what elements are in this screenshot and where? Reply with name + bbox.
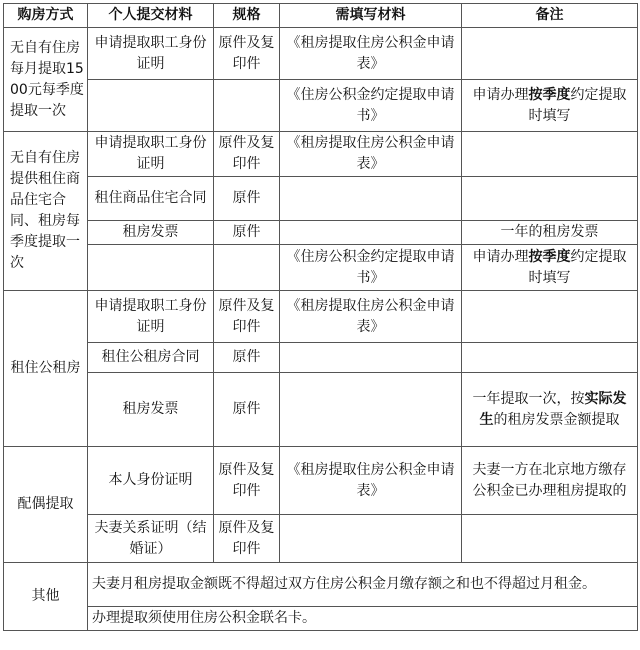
note-cell: 夫妻一方在北京地方缴存公积金已办理租房提取的 xyxy=(462,447,638,515)
other-note: 办理提取须使用住房公积金联名卡。 xyxy=(88,607,638,631)
note-cell xyxy=(462,343,638,373)
note-cell xyxy=(462,245,638,291)
note-cell xyxy=(462,291,638,343)
form-cell: 《租房提取住房公积金申请表》 xyxy=(280,132,462,177)
method-cell: 租住公租房 xyxy=(4,291,88,447)
form-cell: 《住房公积金约定提取申请书》 xyxy=(280,80,462,132)
spec-cell: 原件 xyxy=(214,373,280,447)
table-row xyxy=(4,607,638,631)
table-row xyxy=(4,515,638,563)
other-label: 其他 xyxy=(4,563,88,631)
note-emphasis: 按季度 xyxy=(528,248,571,265)
header-materials: 个人提交材料 xyxy=(88,4,214,28)
material-cell: 夫妻关系证明（结婚证） xyxy=(88,515,214,563)
spec-cell: 原件及复印件 xyxy=(214,28,280,80)
table-row xyxy=(4,28,638,80)
table-row xyxy=(4,177,638,221)
method-cell: 配偶提取 xyxy=(4,447,88,563)
header-spec: 规格 xyxy=(214,4,280,28)
header-notes: 备注 xyxy=(462,4,638,28)
table-row xyxy=(4,221,638,245)
spec-cell xyxy=(214,245,280,291)
note-cell xyxy=(462,373,638,447)
material-cell: 申请提取职工身份证明 xyxy=(88,291,214,343)
material-cell: 申请提取职工身份证明 xyxy=(88,28,214,80)
table-row xyxy=(4,80,638,132)
form-cell xyxy=(280,177,462,221)
spec-cell: 原件及复印件 xyxy=(214,447,280,515)
form-cell xyxy=(280,221,462,245)
form-cell xyxy=(280,343,462,373)
table-row xyxy=(4,245,638,291)
note-cell: 一年的租房发票 xyxy=(462,221,638,245)
note-cell xyxy=(462,132,638,177)
spec-cell xyxy=(214,80,280,132)
note-text: 一年提取一次，按 xyxy=(472,390,585,407)
material-cell: 租住商品住宅合同 xyxy=(88,177,214,221)
material-cell: 租住公租房合同 xyxy=(88,343,214,373)
form-cell: 《住房公积金约定提取申请书》 xyxy=(280,245,462,291)
note-cell xyxy=(462,177,638,221)
header-forms: 需填写材料 xyxy=(280,4,462,28)
form-cell: 《租房提取住房公积金申请表》 xyxy=(280,28,462,80)
header-method: 购房方式 xyxy=(4,4,88,28)
material-cell: 申请提取职工身份证明 xyxy=(88,132,214,177)
withdrawal-table xyxy=(3,3,638,631)
method-cell: 无自有住房每月提取1500元每季度提取一次 xyxy=(4,28,88,132)
note-cell xyxy=(462,515,638,563)
table-row xyxy=(4,373,638,447)
form-cell: 《租房提取住房公积金申请表》 xyxy=(280,291,462,343)
note-text: 申请办理 xyxy=(472,86,529,103)
note-text: 约定提取时填写 xyxy=(528,86,627,124)
table-row xyxy=(4,343,638,373)
material-cell: 本人身份证明 xyxy=(88,447,214,515)
spec-cell: 原件 xyxy=(214,343,280,373)
note-text: 申请办理 xyxy=(472,248,529,265)
method-cell: 无自有住房提供租住商品住宅合同、租房每季度提取一次 xyxy=(4,132,88,291)
note-text: 的租房发票金额提取 xyxy=(493,411,620,428)
other-note: 夫妻月租房提取金额既不得超过双方住房公积金月缴存额之和也不得超过月租金。 xyxy=(88,563,638,607)
material-cell: 租房发票 xyxy=(88,373,214,447)
material-cell xyxy=(88,245,214,291)
spec-cell: 原件 xyxy=(214,177,280,221)
note-text: 约定提取时填写 xyxy=(528,248,627,286)
note-cell xyxy=(462,80,638,132)
form-cell xyxy=(280,515,462,563)
spec-cell: 原件 xyxy=(214,221,280,245)
form-cell xyxy=(280,373,462,447)
spec-cell: 原件及复印件 xyxy=(214,291,280,343)
header-row xyxy=(4,4,638,28)
material-cell xyxy=(88,80,214,132)
note-cell xyxy=(462,28,638,80)
table-row xyxy=(4,291,638,343)
table-row xyxy=(4,563,638,607)
spec-cell: 原件及复印件 xyxy=(214,515,280,563)
table-row xyxy=(4,447,638,515)
table-row xyxy=(4,132,638,177)
spec-cell: 原件及复印件 xyxy=(214,132,280,177)
material-cell: 租房发票 xyxy=(88,221,214,245)
form-cell: 《租房提取住房公积金申请表》 xyxy=(280,447,462,515)
note-emphasis: 实际发生 xyxy=(479,390,627,428)
note-emphasis: 按季度 xyxy=(528,86,571,103)
